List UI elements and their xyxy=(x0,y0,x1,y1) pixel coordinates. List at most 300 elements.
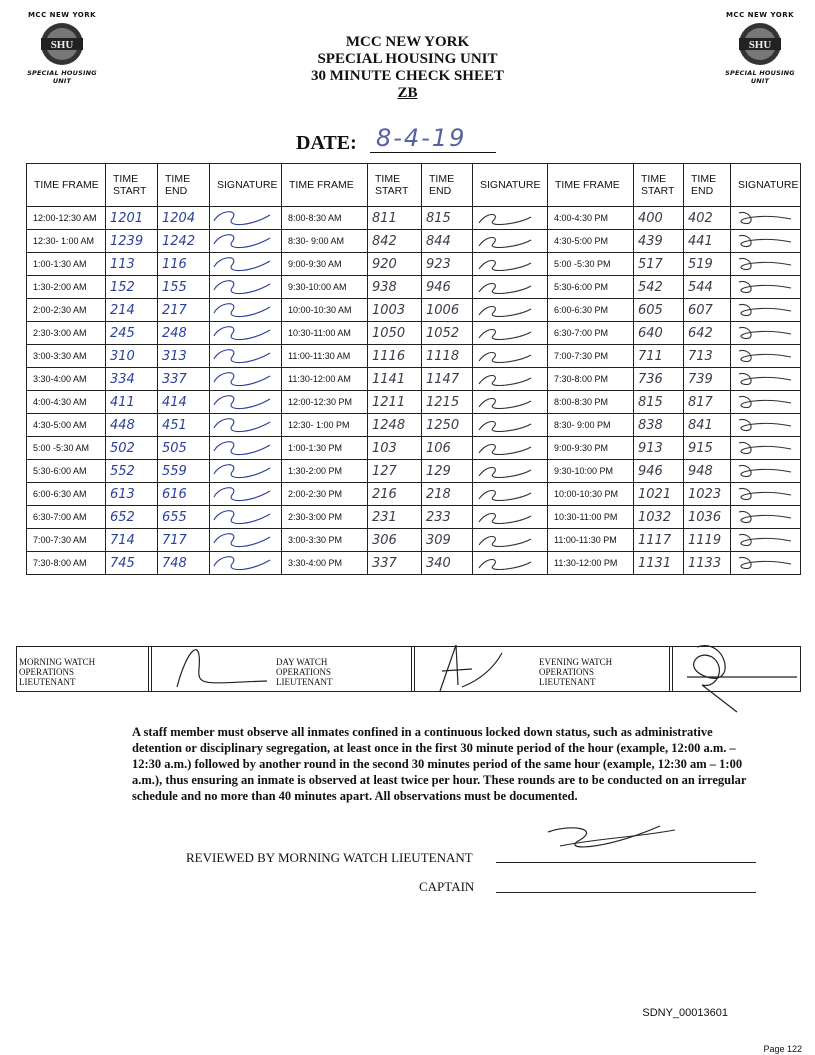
time-start-cell: 1239 xyxy=(106,230,158,253)
signature-cell xyxy=(473,253,548,276)
table-row xyxy=(27,552,801,575)
time-start-cell: 1021 xyxy=(634,483,684,506)
time-start-cell: 640 xyxy=(634,322,684,345)
signature-cell xyxy=(210,552,282,575)
time-end-cell: 817 xyxy=(684,391,731,414)
signature-icon xyxy=(473,531,537,549)
signature-icon xyxy=(210,485,274,503)
time-start-cell: 517 xyxy=(634,253,684,276)
signature-cell xyxy=(473,529,548,552)
signature-cell xyxy=(473,276,548,299)
signature-icon xyxy=(731,232,795,250)
time-start-cell: 736 xyxy=(634,368,684,391)
signature-cell xyxy=(473,299,548,322)
time-start-cell: 411 xyxy=(106,391,158,414)
time-frame-cell: 6:30-7:00 PM xyxy=(548,322,634,345)
signature-cell xyxy=(210,368,282,391)
time-end-cell: 402 xyxy=(684,207,731,230)
table-row xyxy=(27,299,801,322)
signature-cell xyxy=(210,460,282,483)
time-end-cell: 739 xyxy=(684,368,731,391)
time-frame-cell: 4:00-4:30 AM xyxy=(27,391,106,414)
time-start-cell: 214 xyxy=(106,299,158,322)
header-cell: TIME START xyxy=(106,164,158,207)
table-row xyxy=(27,345,801,368)
time-end-cell: 340 xyxy=(422,552,473,575)
time-frame-cell: 1:30-2:00 AM xyxy=(27,276,106,299)
time-start-cell: 400 xyxy=(634,207,684,230)
time-frame-cell: 9:00-9:30 AM xyxy=(282,253,368,276)
time-frame-cell: 8:00-8:30 PM xyxy=(548,391,634,414)
time-end-cell: 248 xyxy=(158,322,210,345)
reviewed-by-line xyxy=(496,861,756,863)
time-start-cell: 127 xyxy=(368,460,422,483)
time-start-cell: 815 xyxy=(634,391,684,414)
table-row xyxy=(27,460,801,483)
time-frame-cell: 4:00-4:30 PM xyxy=(548,207,634,230)
time-frame-cell: 11:30-12:00 AM xyxy=(282,368,368,391)
signature-icon xyxy=(731,278,795,296)
time-start-cell: 448 xyxy=(106,414,158,437)
time-frame-cell: 6:00-6:30 AM xyxy=(27,483,106,506)
time-end-cell: 841 xyxy=(684,414,731,437)
time-frame-cell: 2:00-2:30 PM xyxy=(282,483,368,506)
time-start-cell: 946 xyxy=(634,460,684,483)
signature-icon xyxy=(731,347,795,365)
table-row xyxy=(27,529,801,552)
time-end-cell: 1204 xyxy=(158,207,210,230)
signature-cell xyxy=(473,483,548,506)
time-start-cell: 502 xyxy=(106,437,158,460)
logo-top-text: MCC NEW YORK xyxy=(27,11,97,19)
signature-icon xyxy=(473,393,537,411)
signature-cell xyxy=(473,368,548,391)
signature-cell xyxy=(473,506,548,529)
time-frame-cell: 11:00-11:30 AM xyxy=(282,345,368,368)
signature-cell xyxy=(731,437,801,460)
signature-icon xyxy=(210,462,274,480)
time-end-cell: 748 xyxy=(158,552,210,575)
signature-icon xyxy=(210,255,274,273)
signature-cell xyxy=(731,368,801,391)
time-start-cell: 1201 xyxy=(106,207,158,230)
signature-icon xyxy=(731,439,795,457)
time-start-cell: 745 xyxy=(106,552,158,575)
signature-icon xyxy=(473,554,537,572)
signature-icon xyxy=(473,255,537,273)
morning-signature-icon xyxy=(167,639,277,695)
time-start-cell: 938 xyxy=(368,276,422,299)
signature-cell xyxy=(731,391,801,414)
time-end-cell: 1215 xyxy=(422,391,473,414)
signature-cell xyxy=(473,345,548,368)
time-end-cell: 1133 xyxy=(684,552,731,575)
time-start-cell: 337 xyxy=(368,552,422,575)
signature-icon xyxy=(731,209,795,227)
emblem-text: SHU xyxy=(50,39,74,51)
time-end-cell: 155 xyxy=(158,276,210,299)
table-row xyxy=(27,276,801,299)
time-end-cell: 1006 xyxy=(422,299,473,322)
signature-icon xyxy=(210,278,274,296)
signature-cell xyxy=(473,391,548,414)
signature-icon xyxy=(473,370,537,388)
time-end-cell: 1036 xyxy=(684,506,731,529)
time-frame-cell: 4:30-5:00 PM xyxy=(548,230,634,253)
signature-cell xyxy=(473,207,548,230)
time-end-cell: 1118 xyxy=(422,345,473,368)
time-end-cell: 1052 xyxy=(422,322,473,345)
signature-icon xyxy=(210,508,274,526)
signature-icon xyxy=(210,439,274,457)
time-frame-cell: 4:30-5:00 AM xyxy=(27,414,106,437)
header-cell: TIME START xyxy=(634,164,684,207)
time-end-cell: 106 xyxy=(422,437,473,460)
table-row xyxy=(27,483,801,506)
time-end-cell: 607 xyxy=(684,299,731,322)
time-start-cell: 306 xyxy=(368,529,422,552)
time-end-cell: 717 xyxy=(158,529,210,552)
signature-cell xyxy=(210,207,282,230)
time-frame-cell: 9:00-9:30 PM xyxy=(548,437,634,460)
table-row xyxy=(27,391,801,414)
signature-cell xyxy=(210,529,282,552)
signature-icon xyxy=(473,416,537,434)
time-start-cell: 605 xyxy=(634,299,684,322)
time-start-cell: 1032 xyxy=(634,506,684,529)
signature-cell xyxy=(210,253,282,276)
time-end-cell: 713 xyxy=(684,345,731,368)
signature-cell xyxy=(210,276,282,299)
header-cell: SIGNATURE xyxy=(473,164,548,207)
time-end-cell: 1147 xyxy=(422,368,473,391)
reviewer-signature-icon xyxy=(540,818,680,858)
signature-icon xyxy=(731,255,795,273)
time-frame-cell: 3:30-4:00 PM xyxy=(282,552,368,575)
header-cell: TIME END xyxy=(158,164,210,207)
signature-icon xyxy=(210,347,274,365)
signature-icon xyxy=(210,393,274,411)
time-frame-cell: 2:30-3:00 AM xyxy=(27,322,106,345)
time-end-cell: 948 xyxy=(684,460,731,483)
time-start-cell: 542 xyxy=(634,276,684,299)
time-frame-cell: 7:30-8:00 AM xyxy=(27,552,106,575)
signature-icon xyxy=(731,301,795,319)
signature-icon xyxy=(731,324,795,342)
header-cell: SIGNATURE xyxy=(210,164,282,207)
time-frame-cell: 6:00-6:30 PM xyxy=(548,299,634,322)
signature-cell xyxy=(210,230,282,253)
evening-watch-label: EVENING WATCH OPERATIONS LIEUTENANT xyxy=(539,657,613,687)
time-frame-cell: 11:00-11:30 PM xyxy=(548,529,634,552)
signature-icon xyxy=(473,209,537,227)
signature-icon xyxy=(731,485,795,503)
time-start-cell: 652 xyxy=(106,506,158,529)
time-start-cell: 838 xyxy=(634,414,684,437)
signature-cell xyxy=(731,345,801,368)
time-start-cell: 714 xyxy=(106,529,158,552)
signature-icon xyxy=(210,232,274,250)
time-end-cell: 923 xyxy=(422,253,473,276)
time-frame-cell: 8:30- 9:00 PM xyxy=(548,414,634,437)
time-frame-cell: 6:30-7:00 AM xyxy=(27,506,106,529)
captain-label: CAPTAIN xyxy=(419,879,475,894)
time-end-cell: 116 xyxy=(158,253,210,276)
logo-bottom-text: SPECIAL HOUSING UNIT xyxy=(27,69,97,85)
time-end-cell: 655 xyxy=(158,506,210,529)
signature-cell xyxy=(210,322,282,345)
instructions-paragraph: A staff member must observe all inmates confined in a continuous locked down status, such as administrative detention or disciplinary segregation, at least once in the first 30 minute period of the hour (example, 12:00 a.m. – 12:30 a.m.) followed by another round in the second 30 minutes period of the same hour (example, 12:30 am – 1:00 a.m.), thus ensuring an inmate is observed at least twice per hour. These rounds are to be conducted on an irregular schedule and no more than 40 minutes apart. All observations must be documented. xyxy=(132,725,747,803)
table-row xyxy=(27,414,801,437)
header-cell: TIME END xyxy=(684,164,731,207)
time-end-cell: 129 xyxy=(422,460,473,483)
header-cell: TIME FRAME xyxy=(548,164,634,207)
time-frame-cell: 9:30-10:00 AM xyxy=(282,276,368,299)
time-frame-cell: 12:00-12:30 PM xyxy=(282,391,368,414)
signature-cell xyxy=(210,483,282,506)
time-start-cell: 152 xyxy=(106,276,158,299)
signature-icon xyxy=(731,416,795,434)
time-end-cell: 505 xyxy=(158,437,210,460)
time-start-cell: 1248 xyxy=(368,414,422,437)
logo-bottom-text: SPECIAL HOUSING UNIT xyxy=(725,69,795,85)
time-frame-cell: 8:00-8:30 AM xyxy=(282,207,368,230)
time-start-cell: 613 xyxy=(106,483,158,506)
divider xyxy=(411,647,415,691)
sheet-heading xyxy=(0,34,815,102)
signature-icon xyxy=(210,531,274,549)
table-row xyxy=(27,437,801,460)
time-end-cell: 218 xyxy=(422,483,473,506)
time-end-cell: 519 xyxy=(684,253,731,276)
signature-cell xyxy=(210,391,282,414)
signature-icon xyxy=(473,347,537,365)
signature-cell xyxy=(731,276,801,299)
signature-icon xyxy=(473,439,537,457)
reviewed-by-label: REVIEWED BY MORNING WATCH LIEUTENANT xyxy=(186,850,473,865)
time-start-cell: 552 xyxy=(106,460,158,483)
time-start-cell: 103 xyxy=(368,437,422,460)
time-start-cell: 216 xyxy=(368,483,422,506)
signature-icon xyxy=(731,393,795,411)
time-end-cell: 815 xyxy=(422,207,473,230)
signature-icon xyxy=(210,416,274,434)
time-frame-cell: 11:30-12:00 PM xyxy=(548,552,634,575)
time-end-cell: 844 xyxy=(422,230,473,253)
time-frame-cell: 1:30-2:00 PM xyxy=(282,460,368,483)
time-frame-cell: 10:00-10:30 AM xyxy=(282,299,368,322)
time-end-cell: 313 xyxy=(158,345,210,368)
time-frame-cell: 5:00 -5:30 AM xyxy=(27,437,106,460)
time-frame-cell: 10:30-11:00 AM xyxy=(282,322,368,345)
heading-line2: SPECIAL HOUSING UNIT xyxy=(317,51,498,67)
time-frame-cell: 7:30-8:00 PM xyxy=(548,368,634,391)
time-frame-cell: 12:30- 1:00 AM xyxy=(27,230,106,253)
time-end-cell: 1023 xyxy=(684,483,731,506)
time-start-cell: 1131 xyxy=(634,552,684,575)
table-row xyxy=(27,207,801,230)
time-end-cell: 1119 xyxy=(684,529,731,552)
time-end-cell: 451 xyxy=(158,414,210,437)
table-row xyxy=(27,506,801,529)
time-start-cell: 711 xyxy=(634,345,684,368)
time-start-cell: 913 xyxy=(634,437,684,460)
signature-icon xyxy=(473,508,537,526)
signature-icon xyxy=(473,485,537,503)
table-row xyxy=(27,368,801,391)
time-end-cell: 337 xyxy=(158,368,210,391)
time-frame-cell: 3:30-4:00 AM xyxy=(27,368,106,391)
time-end-cell: 217 xyxy=(158,299,210,322)
header-cell: SIGNATURE xyxy=(731,164,801,207)
time-end-cell: 414 xyxy=(158,391,210,414)
signature-icon xyxy=(731,462,795,480)
signature-icon xyxy=(210,301,274,319)
time-end-cell: 616 xyxy=(158,483,210,506)
signature-cell xyxy=(731,506,801,529)
time-start-cell: 1050 xyxy=(368,322,422,345)
time-end-cell: 309 xyxy=(422,529,473,552)
signature-icon xyxy=(473,278,537,296)
header-cell: TIME END xyxy=(422,164,473,207)
morning-watch-label: MORNING WATCH OPERATIONS LIEUTENANT xyxy=(19,657,96,687)
signature-cell xyxy=(731,207,801,230)
heading-line3: 30 MINUTE CHECK SHEET xyxy=(311,68,504,84)
signature-icon xyxy=(473,462,537,480)
divider xyxy=(148,647,152,691)
time-frame-cell: 7:00-7:30 PM xyxy=(548,345,634,368)
signature-cell xyxy=(731,322,801,345)
signature-cell xyxy=(210,506,282,529)
table-body xyxy=(27,207,801,575)
time-frame-cell: 10:30-11:00 PM xyxy=(548,506,634,529)
watch-signature-box xyxy=(16,646,801,692)
time-end-cell: 915 xyxy=(684,437,731,460)
signature-icon xyxy=(473,301,537,319)
date-field xyxy=(370,124,496,153)
date-label: DATE: xyxy=(296,132,357,154)
time-end-cell: 642 xyxy=(684,322,731,345)
header-cell: TIME FRAME xyxy=(282,164,368,207)
signature-cell xyxy=(473,414,548,437)
signature-cell xyxy=(731,414,801,437)
time-frame-cell: 2:30-3:00 PM xyxy=(282,506,368,529)
time-frame-cell: 3:00-3:30 AM xyxy=(27,345,106,368)
signature-cell xyxy=(210,299,282,322)
signature-cell xyxy=(210,414,282,437)
time-start-cell: 439 xyxy=(634,230,684,253)
time-start-cell: 1003 xyxy=(368,299,422,322)
signature-cell xyxy=(473,230,548,253)
day-watch-label: DAY WATCH OPERATIONS LIEUTENANT xyxy=(276,657,333,687)
time-start-cell: 1141 xyxy=(368,368,422,391)
time-start-cell: 310 xyxy=(106,345,158,368)
time-frame-cell: 3:00-3:30 PM xyxy=(282,529,368,552)
signature-icon xyxy=(731,554,795,572)
table-header-row xyxy=(27,164,801,207)
time-end-cell: 946 xyxy=(422,276,473,299)
time-end-cell: 441 xyxy=(684,230,731,253)
time-frame-cell: 1:00-1:30 PM xyxy=(282,437,368,460)
time-frame-cell: 12:30- 1:00 PM xyxy=(282,414,368,437)
signature-cell xyxy=(731,460,801,483)
signature-cell xyxy=(731,253,801,276)
signature-icon xyxy=(473,324,537,342)
evening-signature-icon xyxy=(667,637,801,717)
signature-icon xyxy=(210,554,274,572)
time-start-cell: 842 xyxy=(368,230,422,253)
signature-icon xyxy=(210,209,274,227)
page-number: Page 122 xyxy=(763,1044,802,1054)
time-frame-cell: 5:30-6:00 AM xyxy=(27,460,106,483)
time-start-cell: 1117 xyxy=(634,529,684,552)
date-value: 8-4-19 xyxy=(376,124,467,152)
time-frame-cell: 9:30-10:00 PM xyxy=(548,460,634,483)
time-start-cell: 334 xyxy=(106,368,158,391)
signature-cell xyxy=(731,529,801,552)
time-start-cell: 811 xyxy=(368,207,422,230)
header-cell: TIME START xyxy=(368,164,422,207)
signature-cell xyxy=(473,552,548,575)
time-start-cell: 1116 xyxy=(368,345,422,368)
table-row xyxy=(27,322,801,345)
logo-top-text: MCC NEW YORK xyxy=(725,11,795,19)
time-end-cell: 559 xyxy=(158,460,210,483)
signature-icon xyxy=(210,370,274,388)
signature-icon xyxy=(731,531,795,549)
signature-icon xyxy=(731,370,795,388)
unit-code: ZB xyxy=(397,85,418,101)
time-start-cell: 245 xyxy=(106,322,158,345)
time-start-cell: 231 xyxy=(368,506,422,529)
time-end-cell: 1250 xyxy=(422,414,473,437)
day-signature-icon xyxy=(422,641,512,695)
time-start-cell: 1211 xyxy=(368,391,422,414)
heading-line1: MCC NEW YORK xyxy=(345,34,470,50)
signature-cell xyxy=(731,299,801,322)
signature-cell xyxy=(473,322,548,345)
signature-cell xyxy=(210,437,282,460)
signature-icon xyxy=(210,324,274,342)
signature-cell xyxy=(210,345,282,368)
table-row xyxy=(27,253,801,276)
signature-icon xyxy=(731,508,795,526)
time-frame-cell: 5:30-6:00 PM xyxy=(548,276,634,299)
signature-cell xyxy=(731,483,801,506)
header-cell: TIME FRAME xyxy=(27,164,106,207)
time-frame-cell: 5:00 -5:30 PM xyxy=(548,253,634,276)
time-frame-cell: 7:00-7:30 AM xyxy=(27,529,106,552)
signature-icon xyxy=(473,232,537,250)
time-end-cell: 544 xyxy=(684,276,731,299)
time-frame-cell: 1:00-1:30 AM xyxy=(27,253,106,276)
time-frame-cell: 8:30- 9:00 AM xyxy=(282,230,368,253)
time-frame-cell: 10:00-10:30 PM xyxy=(548,483,634,506)
check-log-table xyxy=(26,163,801,575)
signature-cell xyxy=(731,552,801,575)
time-frame-cell: 2:00-2:30 AM xyxy=(27,299,106,322)
captain-line xyxy=(496,891,756,893)
time-end-cell: 233 xyxy=(422,506,473,529)
time-end-cell: 1242 xyxy=(158,230,210,253)
signature-cell xyxy=(473,437,548,460)
signature-cell xyxy=(731,230,801,253)
time-start-cell: 113 xyxy=(106,253,158,276)
time-start-cell: 920 xyxy=(368,253,422,276)
table-row xyxy=(27,230,801,253)
time-frame-cell: 12:00-12:30 AM xyxy=(27,207,106,230)
signature-cell xyxy=(473,460,548,483)
